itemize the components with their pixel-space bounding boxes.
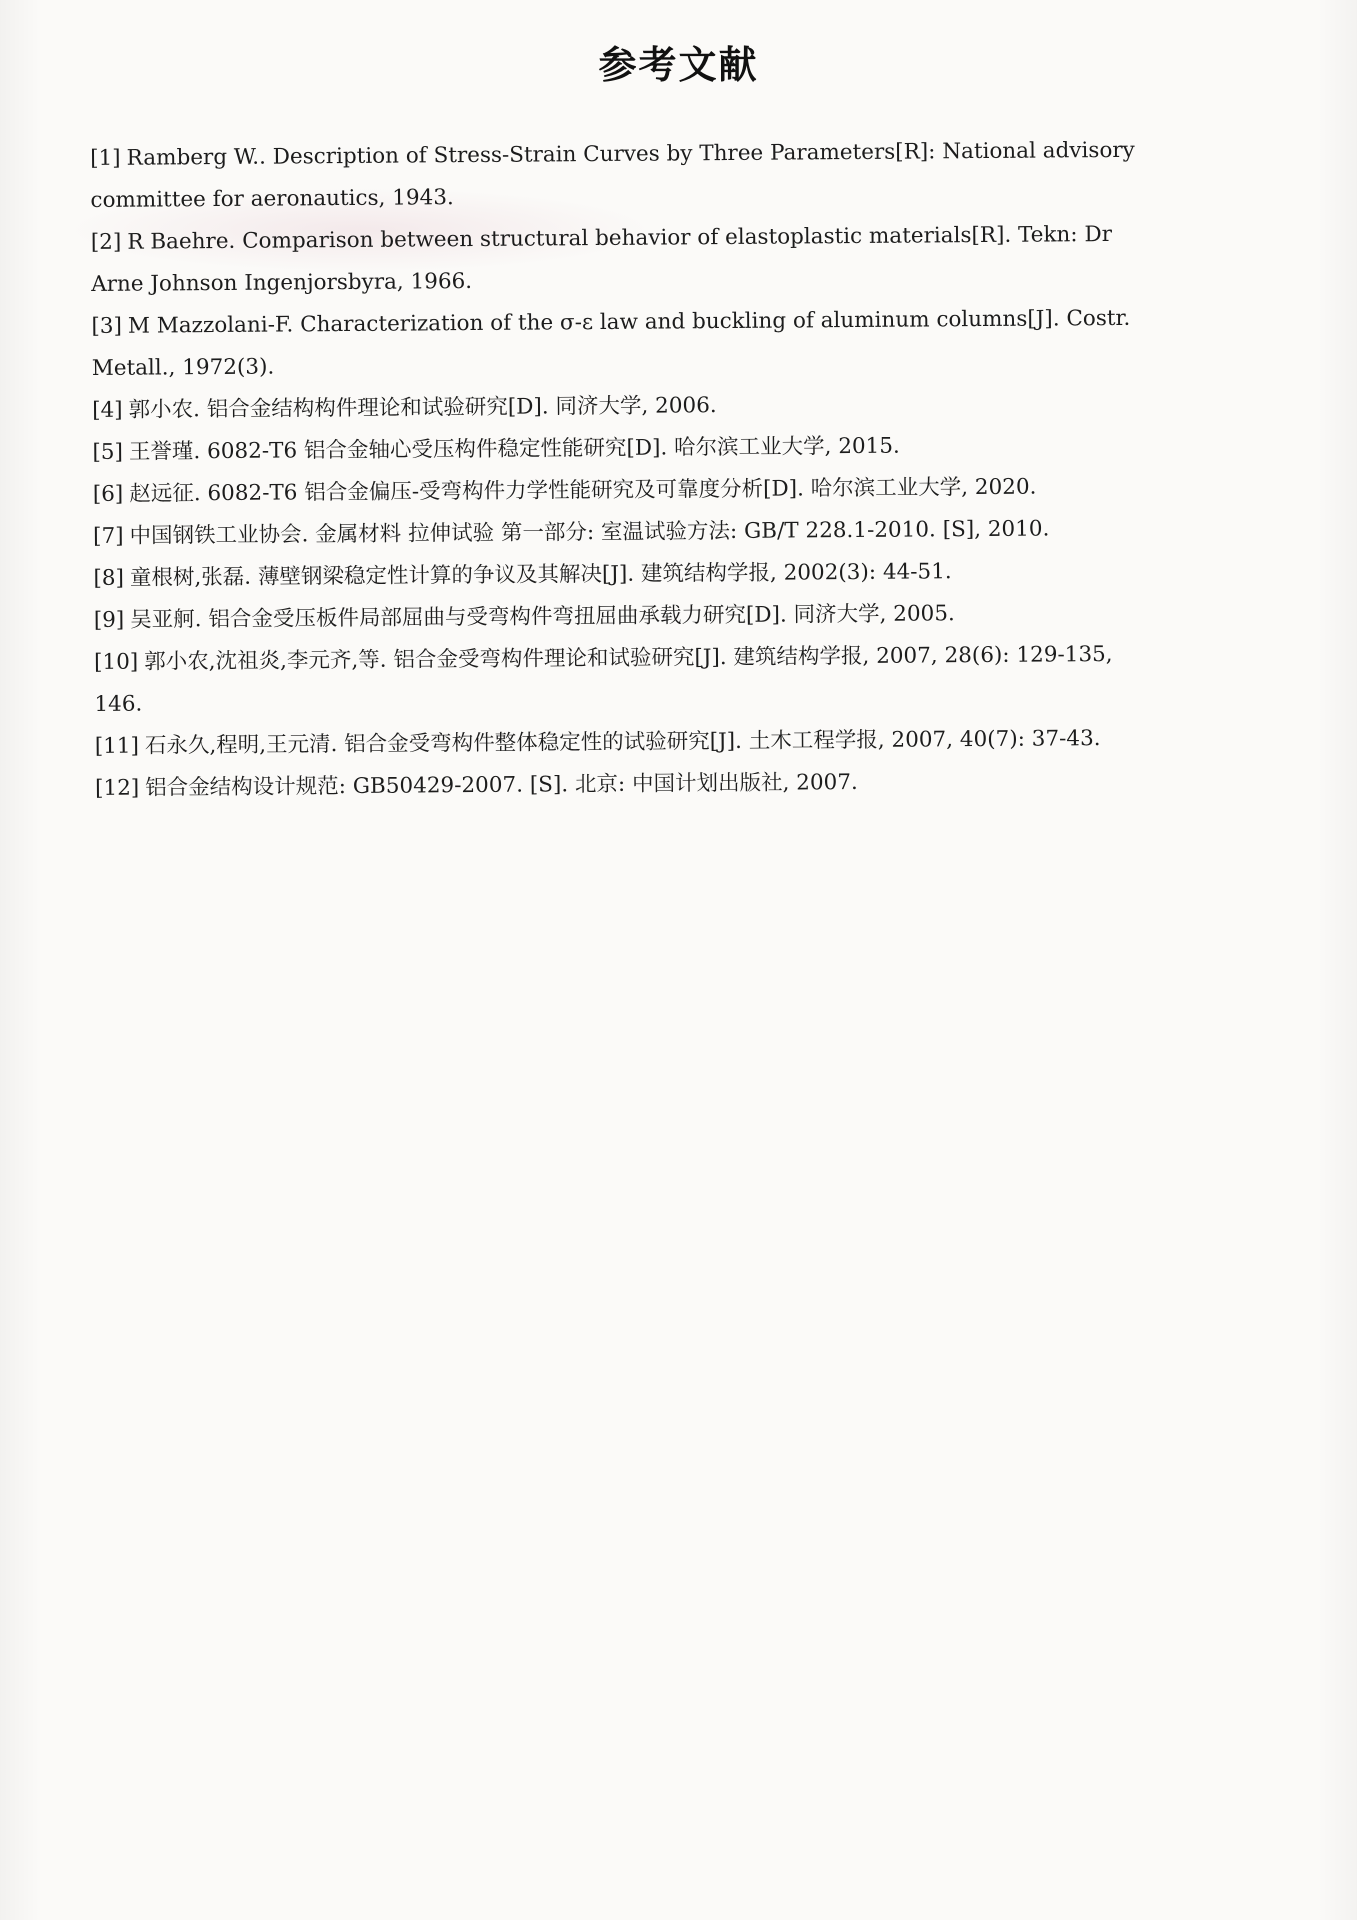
reference-text: 郭小农,沈祖炎,李元齐,等. 铝合金受弯构件理论和试验研究[J]. 建筑结构学报, 2007, 28(6): 129-135, 146. bbox=[94, 641, 1113, 717]
reference-number: [1] bbox=[90, 145, 121, 171]
reference-number: [9] bbox=[93, 607, 125, 633]
reference-number: [10] bbox=[94, 649, 139, 675]
reference-item bbox=[95, 760, 1155, 810]
reference-number: [3] bbox=[91, 313, 123, 339]
reference-text: M Mazzolani-F. Characterization of the σ-ε law and buckling of aluminum columns[J]. Costr. Metall., 1972(3). bbox=[91, 305, 1131, 381]
reference-number: [6] bbox=[92, 481, 124, 507]
reference-text: 郭小农. 铝合金结构构件理论和试验研究[D]. 同济大学, 2006. bbox=[128, 393, 717, 423]
reference-text: 吴亚舸. 铝合金受压板件局部屈曲与受弯构件弯扭屈曲承载力研究[D]. 同济大学, 2005. bbox=[130, 601, 955, 633]
reference-number: [2] bbox=[90, 229, 122, 255]
reference-number: [8] bbox=[93, 565, 125, 591]
reference-list bbox=[90, 130, 1155, 810]
reference-text: R Baehre. Comparison between structural behavior of elastoplastic materials[R]. Tekn: Dr Arne Johnson Ingenjorsbyra, 1966. bbox=[91, 221, 1113, 297]
page-title: 参考文献 bbox=[598, 43, 759, 87]
reference-text: 铝合金结构设计规范: GB50429-2007. [S]. 北京: 中国计划出版社, 2007. bbox=[145, 769, 858, 801]
reference-number: [4] bbox=[92, 397, 123, 423]
reference-text: 王誉瑾. 6082-T6 铝合金轴心受压构件稳定性能研究[D]. 哈尔滨工业大学, 2015. bbox=[128, 433, 900, 465]
reference-item bbox=[94, 634, 1155, 726]
reference-number: [7] bbox=[93, 523, 124, 549]
reference-item bbox=[91, 298, 1152, 390]
reference-item bbox=[91, 214, 1152, 306]
reference-text: 中国钢铁工业协会. 金属材料 拉伸试验 第一部分: 室温试验方法: GB/T 228.1-2010. [S], 2010. bbox=[129, 516, 1050, 549]
reference-text: Ramberg W.. Description of Stress-Strain Curves by Three Parameters[R]: National advisory committee for aeronautics, 1943. bbox=[90, 137, 1135, 213]
reference-text: 童根树,张磊. 薄壁钢梁稳定性计算的争议及其解决[J]. 建筑结构学报, 2002(3): 44-51. bbox=[129, 559, 952, 591]
reference-item bbox=[95, 718, 1155, 768]
reference-text: 石永久,程明,王元清. 铝合金受弯构件整体稳定性的试验研究[J]. 土木工程学报, 2007, 40(7): 37-43. bbox=[144, 726, 1101, 759]
reference-item bbox=[93, 508, 1153, 558]
reference-number: [11] bbox=[94, 733, 140, 759]
reference-number: [12] bbox=[95, 775, 140, 801]
reference-item bbox=[90, 130, 1151, 222]
reference-number: [5] bbox=[92, 439, 124, 465]
reference-text: 赵远征. 6082-T6 铝合金偏压-受弯构件力学性能研究及可靠度分析[D]. 哈尔滨工业大学, 2020. bbox=[129, 474, 1037, 507]
